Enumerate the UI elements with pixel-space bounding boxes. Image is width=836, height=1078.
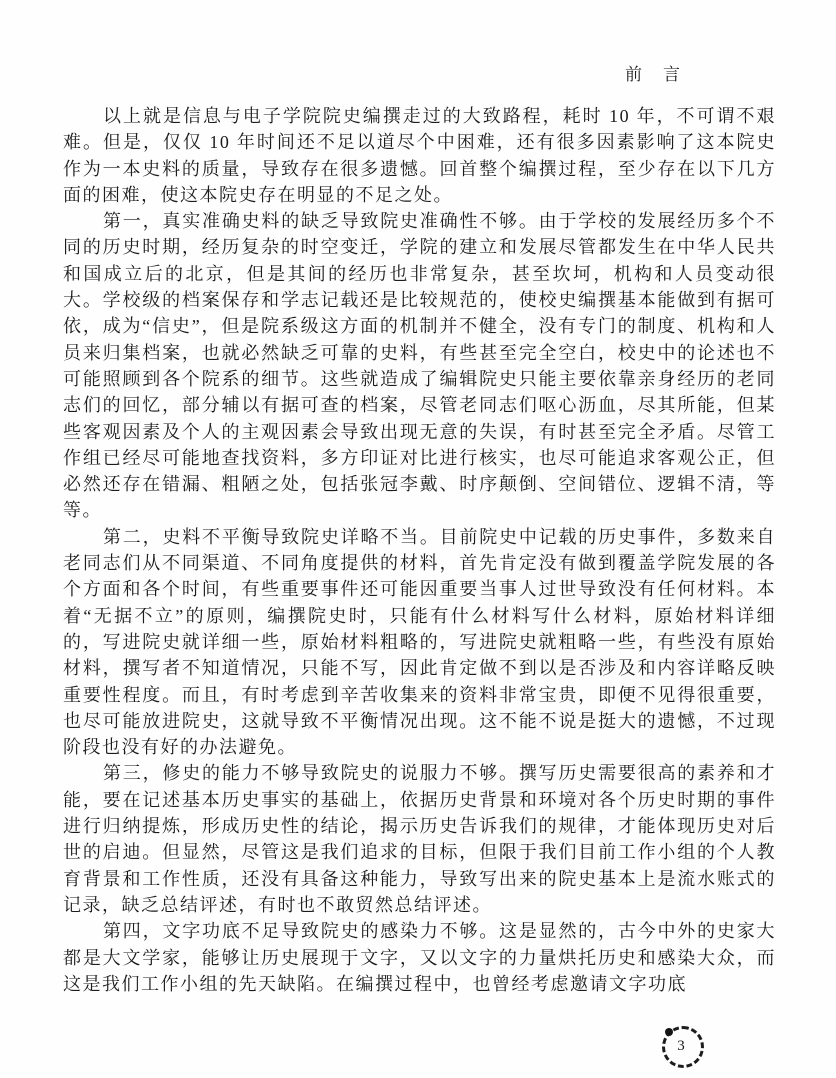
page-number-circle: [662, 1026, 704, 1068]
paragraph-intro: 以上就是信息与电子学院院史编撰走过的大致路程，耗时 10 年，不可谓不艰难。但是，仅仅 10 年时间还不足以道尽个中困难，还有很多因素影响了这本院史作为一本史料的质量，导致存在很多遗憾。回首整个编撰过程，至少存在以下几方面的困难，使这本院史存在明显的不足之处。: [63, 106, 776, 205]
paragraph-second-point: 第二，史料不平衡导致院史详略不当。目前院史中记载的历史事件，多数来自老同志们从不同渠道、不同角度提供的材料，首先肯定没有做到覆盖学院发展的各个方面和各个时间，有些重要事件还可能因重要当事人过世导致没有任何材料。本着“无据不立”的原则，编撰院史时，只能有什么材料写什么材料，原始材料详细的，写进院史就详细一些，原始材料粗略的，写进院史就粗略一些，有些没有原始材料，撰写者不知道情况，只能不写，因此肯定做不到以是否涉及和内容详略反映重要性程度。而且，有时考虑到辛苦收集来的资料非常宝贵，即便不见得很重要，也尽可能放进院史，这就导致不平衡情况出现。这不能不说是挺大的遗憾，不过现阶段也没有好的办法避免。: [63, 526, 776, 758]
paragraph-fourth-point: 第四，文字功底不足导致院史的感染力不够。这是显然的，古今中外的史家大都是大文学家，能够让历史展现于文字，又以文字的力量烘托历史和感染大众，而这是我们工作小组的先天缺陷。在编撰过程中，也曾经考虑邀请文字功底: [63, 921, 776, 994]
paragraph-third-point: 第三，修史的能力不够导致院史的说服力不够。撰写历史需要很高的素养和才能，要在记述基本历史事实的基础上，依据历史背景和环境对各个历史时期的事件进行归纳提炼，形成历史性的结论，揭示历史告诉我们的规律，才能体现历史对后世的启迪。但显然，尽管这是我们追求的目标，但限于我们目前工作小组的个人教育背景和工作性质，还没有具备这种能力，导致写出来的院史基本上是流水账式的记录，缺乏总结评述，有时也不敢贸然总结评述。: [63, 763, 776, 915]
running-header: 前 言: [625, 65, 682, 84]
document-body: [63, 103, 776, 997]
paragraph-first-point: 第一，真实准确史料的缺乏导致院史准确性不够。由于学校的发展经历多个不同的历史时期，经历复杂的时空变迁，学院的建立和发展尽管都发生在中华人民共和国成立后的北京，但是其间的经历也非常复杂，甚至坎坷，机构和人员变动很大。学校级的档案保存和学志记载还是比较规范的，使校史编撰基本能做到有据可依，成为“信史”，但是院系级这方面的机制并不健全，没有专门的制度、机构和人员来归集档案，也就必然缺乏可靠的史料，有些甚至完全空白，校史中的论述也不可能照顾到各个院系的细节。这些就造成了编辑院史只能主要依靠亲身经历的老同志们的回忆，部分辅以有据可查的档案，尽管老同志们呕心沥血，尽其所能，但某些客观因素及个人的主观因素会导致出现无意的失误，有时甚至完全矛盾。尽管工作组已经尽可能地查找资料，多方印证对比进行核实，也尽可能追求客观公正，但必然还存在错漏、粗陋之处，包括张冠李戴、时序颠倒、空间错位、逻辑不清，等等。: [63, 211, 776, 521]
page-number: 3: [677, 1037, 685, 1054]
